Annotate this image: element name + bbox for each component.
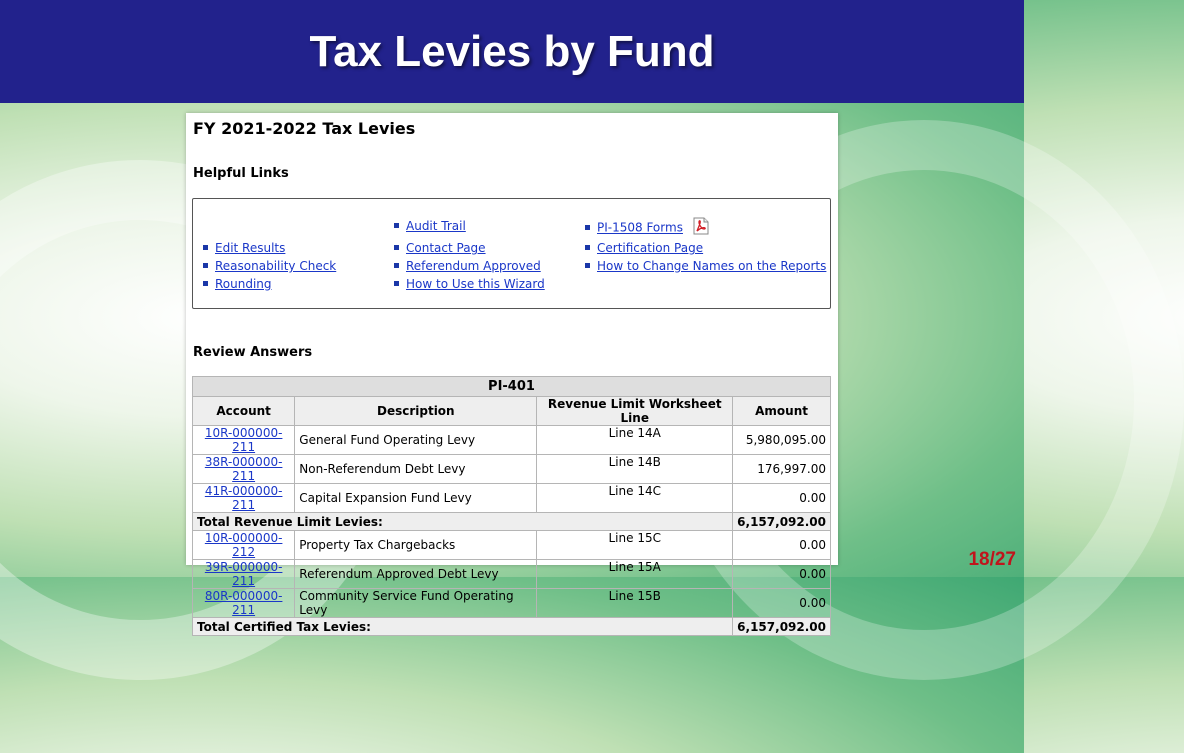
account-cell[interactable] — [193, 589, 295, 618]
account-link[interactable]: 38R-000000-211 — [204, 455, 283, 483]
review-answers-heading: Review Answers — [193, 345, 313, 360]
amount-cell: 176,997.00 — [733, 455, 831, 484]
table-row — [193, 455, 831, 484]
account-cell[interactable] — [193, 426, 295, 455]
amount-cell: 0.00 — [733, 484, 831, 513]
worksheet-line-cell: Line 15A — [537, 560, 733, 589]
total-amount: 6,157,092.00 — [733, 618, 831, 636]
page-number: 18/27 — [968, 549, 1016, 570]
amount-cell: 0.00 — [733, 589, 831, 618]
total-row — [193, 618, 831, 636]
slide-title: Tax Levies by Fund — [309, 26, 715, 76]
square-bullet-icon — [203, 263, 208, 268]
column-header-worksheet-line: Revenue Limit Worksheet Line — [537, 397, 733, 426]
description-cell: Property Tax Chargebacks — [295, 531, 537, 560]
link-rounding[interactable] — [203, 277, 272, 291]
account-link[interactable]: 39R-000000-211 — [204, 560, 283, 588]
link-certification-page[interactable] — [585, 241, 703, 255]
description-cell: Referendum Approved Debt Levy — [295, 560, 537, 589]
account-cell[interactable] — [193, 484, 295, 513]
column-header-amount: Amount — [733, 397, 831, 426]
account-link[interactable]: 80R-000000-211 — [204, 589, 283, 617]
subtotal-amount: 6,157,092.00 — [733, 513, 831, 531]
link-label[interactable]: Certification Page — [597, 241, 704, 255]
link-pi-1508-forms[interactable] — [585, 219, 709, 237]
worksheet-line-cell: Line 15C — [537, 531, 733, 560]
column-header-account: Account — [193, 397, 295, 426]
pi-401-table — [192, 376, 831, 636]
link-label[interactable]: Contact Page — [406, 241, 486, 255]
description-cell: Community Service Fund Operating Levy — [295, 589, 537, 618]
account-link[interactable]: 41R-000000-211 — [204, 484, 283, 512]
link-label[interactable]: How to Use this Wizard — [406, 277, 545, 291]
link-label[interactable]: Referendum Approved — [406, 259, 541, 273]
screenshot-panel — [186, 113, 838, 634]
worksheet-line-cell: Line 15B — [537, 589, 733, 618]
table-caption: PI-401 — [193, 377, 831, 397]
table-row — [193, 484, 831, 513]
worksheet-line-cell: Line 14A — [537, 426, 733, 455]
square-bullet-icon — [203, 281, 208, 286]
column-header-description: Description — [295, 397, 537, 426]
link-edit-results[interactable] — [203, 241, 285, 255]
square-bullet-icon — [394, 281, 399, 286]
table-row — [193, 426, 831, 455]
square-bullet-icon — [585, 245, 590, 250]
description-cell: Capital Expansion Fund Levy — [295, 484, 537, 513]
link-referendum-approved[interactable] — [394, 259, 541, 273]
link-how-to-change-names[interactable] — [585, 259, 826, 273]
square-bullet-icon — [394, 263, 399, 268]
description-cell: General Fund Operating Levy — [295, 426, 537, 455]
account-link[interactable]: 10R-000000-212 — [204, 531, 283, 559]
slide-header — [0, 0, 1024, 103]
description-cell: Non-Referendum Debt Levy — [295, 455, 537, 484]
worksheet-line-cell: Line 14C — [537, 484, 733, 513]
square-bullet-icon — [203, 245, 208, 250]
link-how-to-use-wizard[interactable] — [394, 277, 545, 291]
account-cell[interactable] — [193, 455, 295, 484]
table-caption-row — [193, 377, 831, 397]
link-label[interactable]: Edit Results — [215, 241, 286, 255]
link-label[interactable]: How to Change Names on the Reports — [597, 259, 827, 273]
square-bullet-icon — [394, 223, 399, 228]
account-cell[interactable] — [193, 560, 295, 589]
pdf-icon[interactable] — [693, 217, 709, 235]
amount-cell: 0.00 — [733, 560, 831, 589]
link-label[interactable]: Reasonability Check — [215, 259, 337, 273]
link-reasonability-check[interactable] — [203, 259, 336, 273]
table-header-row — [193, 397, 831, 426]
total-label: Total Certified Tax Levies: — [193, 618, 733, 636]
subtotal-row — [193, 513, 831, 531]
link-contact-page[interactable] — [394, 241, 486, 255]
helpful-links-box — [192, 198, 831, 309]
square-bullet-icon — [585, 225, 590, 230]
table-row — [193, 560, 831, 589]
link-label[interactable]: Rounding — [215, 277, 272, 291]
square-bullet-icon — [394, 245, 399, 250]
link-label[interactable]: PI-1508 Forms — [597, 220, 683, 235]
amount-cell: 0.00 — [733, 531, 831, 560]
link-label[interactable]: Audit Trail — [406, 219, 466, 233]
account-cell[interactable] — [193, 531, 295, 560]
square-bullet-icon — [585, 263, 590, 268]
account-link[interactable]: 10R-000000-211 — [204, 426, 283, 454]
table-row — [193, 531, 831, 560]
worksheet-line-cell: Line 14B — [537, 455, 733, 484]
helpful-links-heading: Helpful Links — [193, 166, 289, 181]
subtotal-label: Total Revenue Limit Levies: — [193, 513, 733, 531]
table-row — [193, 589, 831, 618]
page-title: FY 2021-2022 Tax Levies — [193, 119, 416, 138]
amount-cell: 5,980,095.00 — [733, 426, 831, 455]
link-audit-trail[interactable] — [394, 219, 466, 233]
